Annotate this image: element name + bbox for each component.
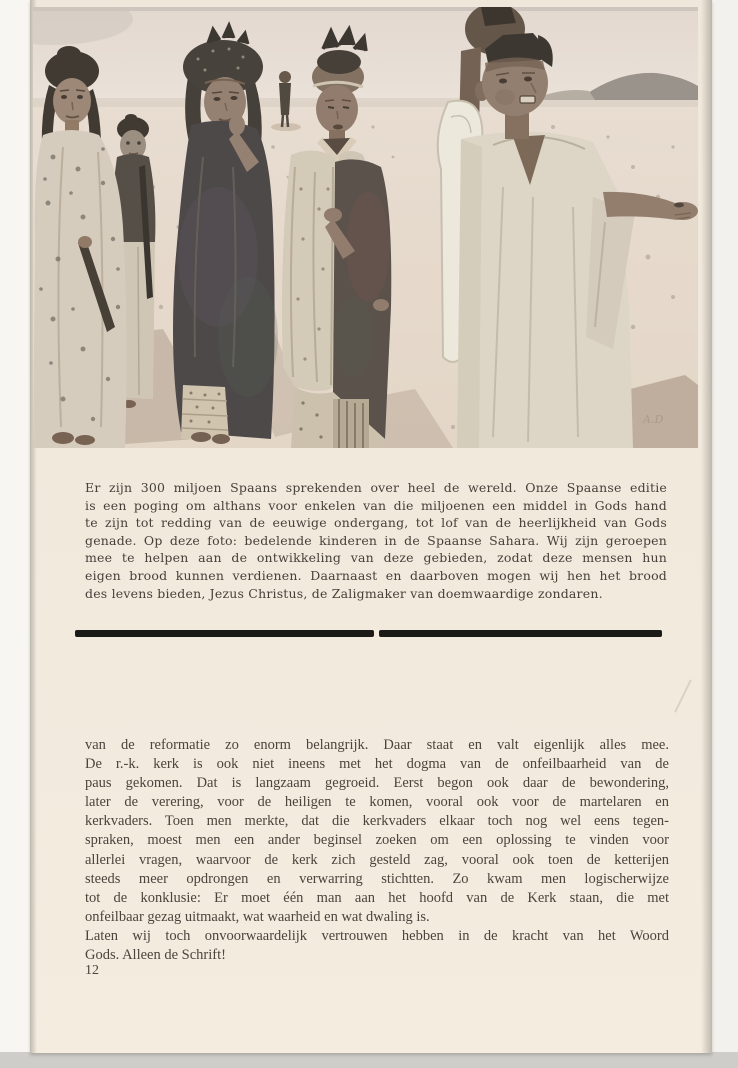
caption-line: genade. Op deze foto: bedelende kinderen in de Spaanse Sahara. Wij zijn geroepen bbox=[85, 532, 667, 548]
book-page bbox=[30, 0, 712, 1053]
page-number: 12 bbox=[85, 963, 99, 978]
paragraph bbox=[85, 736, 669, 927]
caption-line: is een poging om althans voor enkelen van die miljoenen een middel in Gods hand bbox=[85, 497, 667, 513]
body-line: later de verering, voor de heiligen te komen, vooral ook voor de martelaren en bbox=[85, 794, 669, 811]
scan-scratch-artifact bbox=[674, 679, 692, 712]
body-line: steeds meer opdrongen en verwarring stichtten. Zo kwam men logischerwijze bbox=[85, 870, 669, 887]
scan-right-margin bbox=[712, 0, 738, 1052]
caption-line: eigen brood kunnen verdienen. Daarnaast en daarboven mogen wij hen het brood bbox=[85, 567, 667, 583]
body-line: Gods. Alleen de Schrift! bbox=[85, 947, 226, 964]
body-line: De r.-k. kerk is ook niet ineens met het dogma van de onfeilbaarheid van de bbox=[85, 756, 669, 773]
body-line: onfeilbaar gezag uitmaakt, wat waarheid en wat dwaling is. bbox=[85, 908, 430, 925]
divider-segment-left bbox=[75, 630, 374, 637]
photo-caption bbox=[85, 479, 667, 602]
caption-line: des levens bieden, Jezus Christus, de Zaligmaker van doemwaardige zondaren. bbox=[85, 585, 603, 601]
scan-bottom-edge bbox=[0, 1052, 738, 1068]
caption-line: te zijn tot redding van de eeuwige ondergang, tot lof van de heerlijkheid van Gods bbox=[85, 515, 667, 531]
article-text bbox=[85, 736, 669, 965]
caption-line: Er zijn 300 miljoen Spaans sprekenden over heel de wereld. Onze Spaanse editie bbox=[85, 480, 667, 495]
body-line: kerkvaders. Toen men merkte, dat die kerkvaders elkaar toch nog wel eens tegen- bbox=[85, 813, 669, 830]
body-line: paus gekomen. Dat is langzaam gegroeid. Eerst begon ook daar de bewondering, bbox=[85, 775, 669, 792]
body-line: spraken, moest men een ander beginsel zoeken om een oplossing te vinden voor bbox=[85, 832, 669, 849]
section-divider bbox=[75, 630, 667, 637]
body-line: van de reformatie zo enorm belangrijk. Daar staat en valt eigenlijk alles mee. bbox=[85, 737, 669, 753]
body-line: allerlei vragen, waarvoor de kerk zich gesteld zag, vooral ook toen de ketterijen bbox=[85, 851, 669, 868]
body-line: tot de konklusie: Er moet één man aan het hoofd van de Kerk staan, die met bbox=[85, 889, 669, 906]
photo-signature: A.D bbox=[643, 413, 664, 426]
photo-children-sahara bbox=[33, 7, 698, 448]
body-line: Laten wij toch onvoorwaardelijk vertrouwen hebben in de kracht van het Woord bbox=[85, 927, 669, 944]
paragraph bbox=[85, 927, 669, 965]
divider-segment-right bbox=[379, 630, 662, 637]
photo-illustration bbox=[33, 7, 698, 448]
caption-line: mee te helpen aan de ontwikkeling van deze gebieden, zodat deze mensen hun bbox=[85, 550, 667, 566]
